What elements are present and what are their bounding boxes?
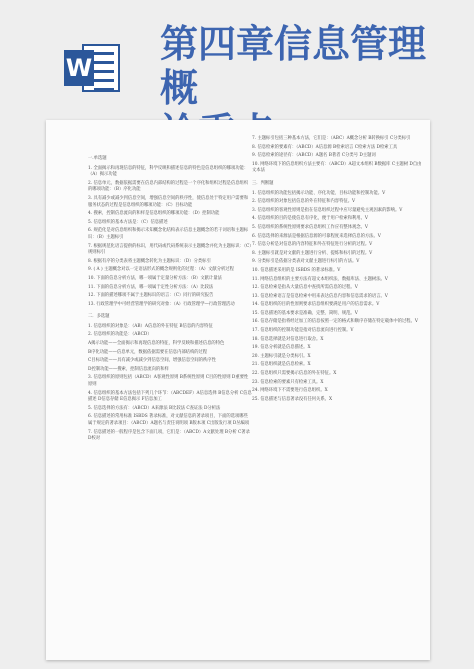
list-item: C目标功能——具有减少或减少到信息空间，增强信息空间的秩序性 [88,358,216,364]
list-item: 9. 分类标引是依据分类表对文献主题进行标引的方法。V [252,259,360,265]
list-item: 12. 下面的描述哪项不属于主题标识的语言：（C）同行的研究报告 [88,293,214,299]
list-item: 7. 主题标引包括三种基本方法，它们是：（ABC）A概念分析 B转换标引 C分类标引 [252,136,411,141]
list-item: 19. 信息分析就是信息描述。X [252,345,311,351]
list-item: A揭示功能——全面揭示和再现信息的特征，科学反映和描述信息的特色 [88,341,225,347]
list-item: B序化功能——信息单元，数据依据需要在信息内部结构的过程 [88,349,208,355]
title-line-1: 第四章信息管理概 [160,21,427,110]
list-item: 3. 信息组织的客观性原则是指在信息组织过程中应尽量避免主观因素的影响。V [252,207,403,213]
document-page [46,120,430,660]
list-item: 20. 主题标引就是分类标引。X [252,353,311,359]
list-item: 4. 搜索，控制信息流向的和样是信息组织的哪项功能：（D）控制功能 [88,211,220,217]
list-item: 1. 全面揭示和再现信息的特征，科学反映和描述信息的特色是信息组织的哪项功能：（A）揭示功能 [88,165,249,178]
list-item: 18. 信息选择就是对信息进行取舍。X [252,336,324,342]
list-item: 11. 下面的信息分析方法，哪一项属于定性分析方法：（A）比较法 [88,284,214,290]
list-item: 8. 主题标引就是对文献的主题进行分析、提炼和标引的过程。V [252,250,373,256]
list-item: 16. 信息存储是指将经过加工的信息按照一定的格式和顺序存储在特定载体中的过程。V [252,319,418,325]
list-item: 13. 行政管理学中可经营管理学的研究对象：（A）行政管理学—行政管理活动 [88,301,235,307]
list-item: 7. 根据规范化语言提供的标识，用代码或代码系统表示主题概念并化为主题标识：（C）规则标引 [88,243,252,256]
list-item: 2. 信息单元，数据依据需要在信息内部结构的过程是一个序化和组织过程是信息组织的哪项功能：（B）序化功能 [88,180,249,193]
list-item: 25. 信息描述与信息著录没有任何关系。X [252,396,333,402]
list-item: 21. 信息组织就是信息检索。X [252,362,311,368]
list-item: 17. 信息组织的控制功能是指对信息流向进行控制。V [252,328,354,334]
right-column [252,136,422,405]
list-item: 2. 信息组织的对象包括信息的外在特征和内容特征。V [252,199,356,205]
section-heading: 二．多选题 [88,314,110,320]
list-item: 2. 信息组织的功能是：（ABCD） [88,332,152,338]
list-item: 10. 信息描述采用的是 ISBDS 的著录标准。V [252,267,341,273]
list-item: 13. 信息检索语言是信息检索中用来表达信息内容和信息需求的语言。V [252,293,388,299]
list-item: 22. 信息组织只需要揭示信息的外在特征。X [252,371,337,377]
list-item: 3. 具有减少或减少到信息空间，增强信息空间的秩序性，使信息处于特定用户需要和服务状态的过程是信息组织的哪项功能：（C）目标功能 [88,195,249,208]
list-item: 6. 信息描述的常用标准 ISBDS 著录标准，对文献信息的著录项目，下面的选项哪些属于规定的著录项目：（ABCD）A题名与责任说明项 B版本项 C出版发行项 D丛编项 [88,414,250,426]
list-item: 10. 下面的信息分析方法，哪一项属于定量分析方法：（B）文献计量法 [88,275,222,281]
list-item: 4. 信息组织的目的是使信息有序化，便于用户检索和利用。V [252,216,368,222]
list-item: 7. 信息描述的一般程序是包含下面几项，它们是：（ABCD）A文献处理 B分析 C著录 D校对 [88,429,250,442]
list-item: 3. 信息组织的原则包括（ABCD）A客观性原则 B系统性原则 C目的性原则 D重要性原则 [88,375,249,388]
list-item: 4. 信息组织的基本方法包括下列几个环节：（ABCDEF）A信息选择 B信息分析 C信息描述 D信息存储 E信息揭示 F信息加工 [88,390,252,403]
list-item: 14. 信息组织的目的性原则要求信息组织要满足用户的信息需求。V [252,302,380,308]
left-column [88,150,252,445]
list-item: 1. 信息组织的功能包括揭示功能、序化功能、目标功能和控制功能。V [252,190,386,196]
section-heading: 三．判断题 [252,180,274,186]
list-item: 10. 网络环境下的信息组织方法主要有：（ABCD）A超文本组织 B数据库 C主题树 D自由文本法 [252,161,422,174]
list-item: 23. 信息检索的要素只有检索工具。X [252,379,324,385]
list-item: 5. 信息选择的方法有：（ABCD）A来源法 B比较法 C查证法 D分析法 [88,405,221,411]
list-item: 5. 信息组织的系统性原则要求信息组织工作应有整体观念。V [252,224,368,230]
list-item: 6. 信息选择的来源法是根据信息源的可靠程度来选择信息的方法。V [252,233,381,239]
list-item: 5. 信息组织的基本方法是：（C）信息描述 [88,219,168,225]
list-item: 1. 信息组织的对象是：（AB）A信息的外在特征 B信息的内容特征 [88,323,213,329]
list-item: 8. 根据有序的分类表将主题概念转化为主题标识：（D）分类标引 [88,258,211,264]
list-item: 8. 信息检索的要素有：（ABCD）A信息源 B检索语言 C检索方法 D检索工具 [252,144,398,150]
list-item: 9. 信息检索的途径有：（ABCD）A题名 B著者 C分类号 D主题词 [252,153,376,159]
app-letter-badge: W [64,50,94,86]
list-item: 9. ( A ) 主题概念对以一定语法形式的概念规则化的过程：（A）文献分析过程 [88,267,234,273]
list-item: D控制功能——搜索，控制信息流向的和样 [88,366,169,372]
list-item: 7. 信息分析是对信息的内容特征和外在特征进行分析的过程。V [252,242,373,248]
list-item: 11. 网络信息组织的主要方法有超文本组织法、数据库法、主题树法。V [252,276,388,282]
page-header [0,0,474,108]
list-item: 12. 信息检索是指从大量信息中查找所需信息的过程。V [252,285,358,291]
list-item: 6. 规范化是对信息组织和揭示未知概念化结构表示信息主题概念的若干词语和主题标识：（B）主题标引 [88,228,249,240]
list-item: 24. 网络环境下不需要进行信息组织。X [252,388,328,394]
list-item: 15. 信息描述的基本要求是准确、完整、简明、规范。V [252,310,358,316]
section-heading: 一.单选题 [88,156,107,161]
word-document-icon [64,40,124,96]
